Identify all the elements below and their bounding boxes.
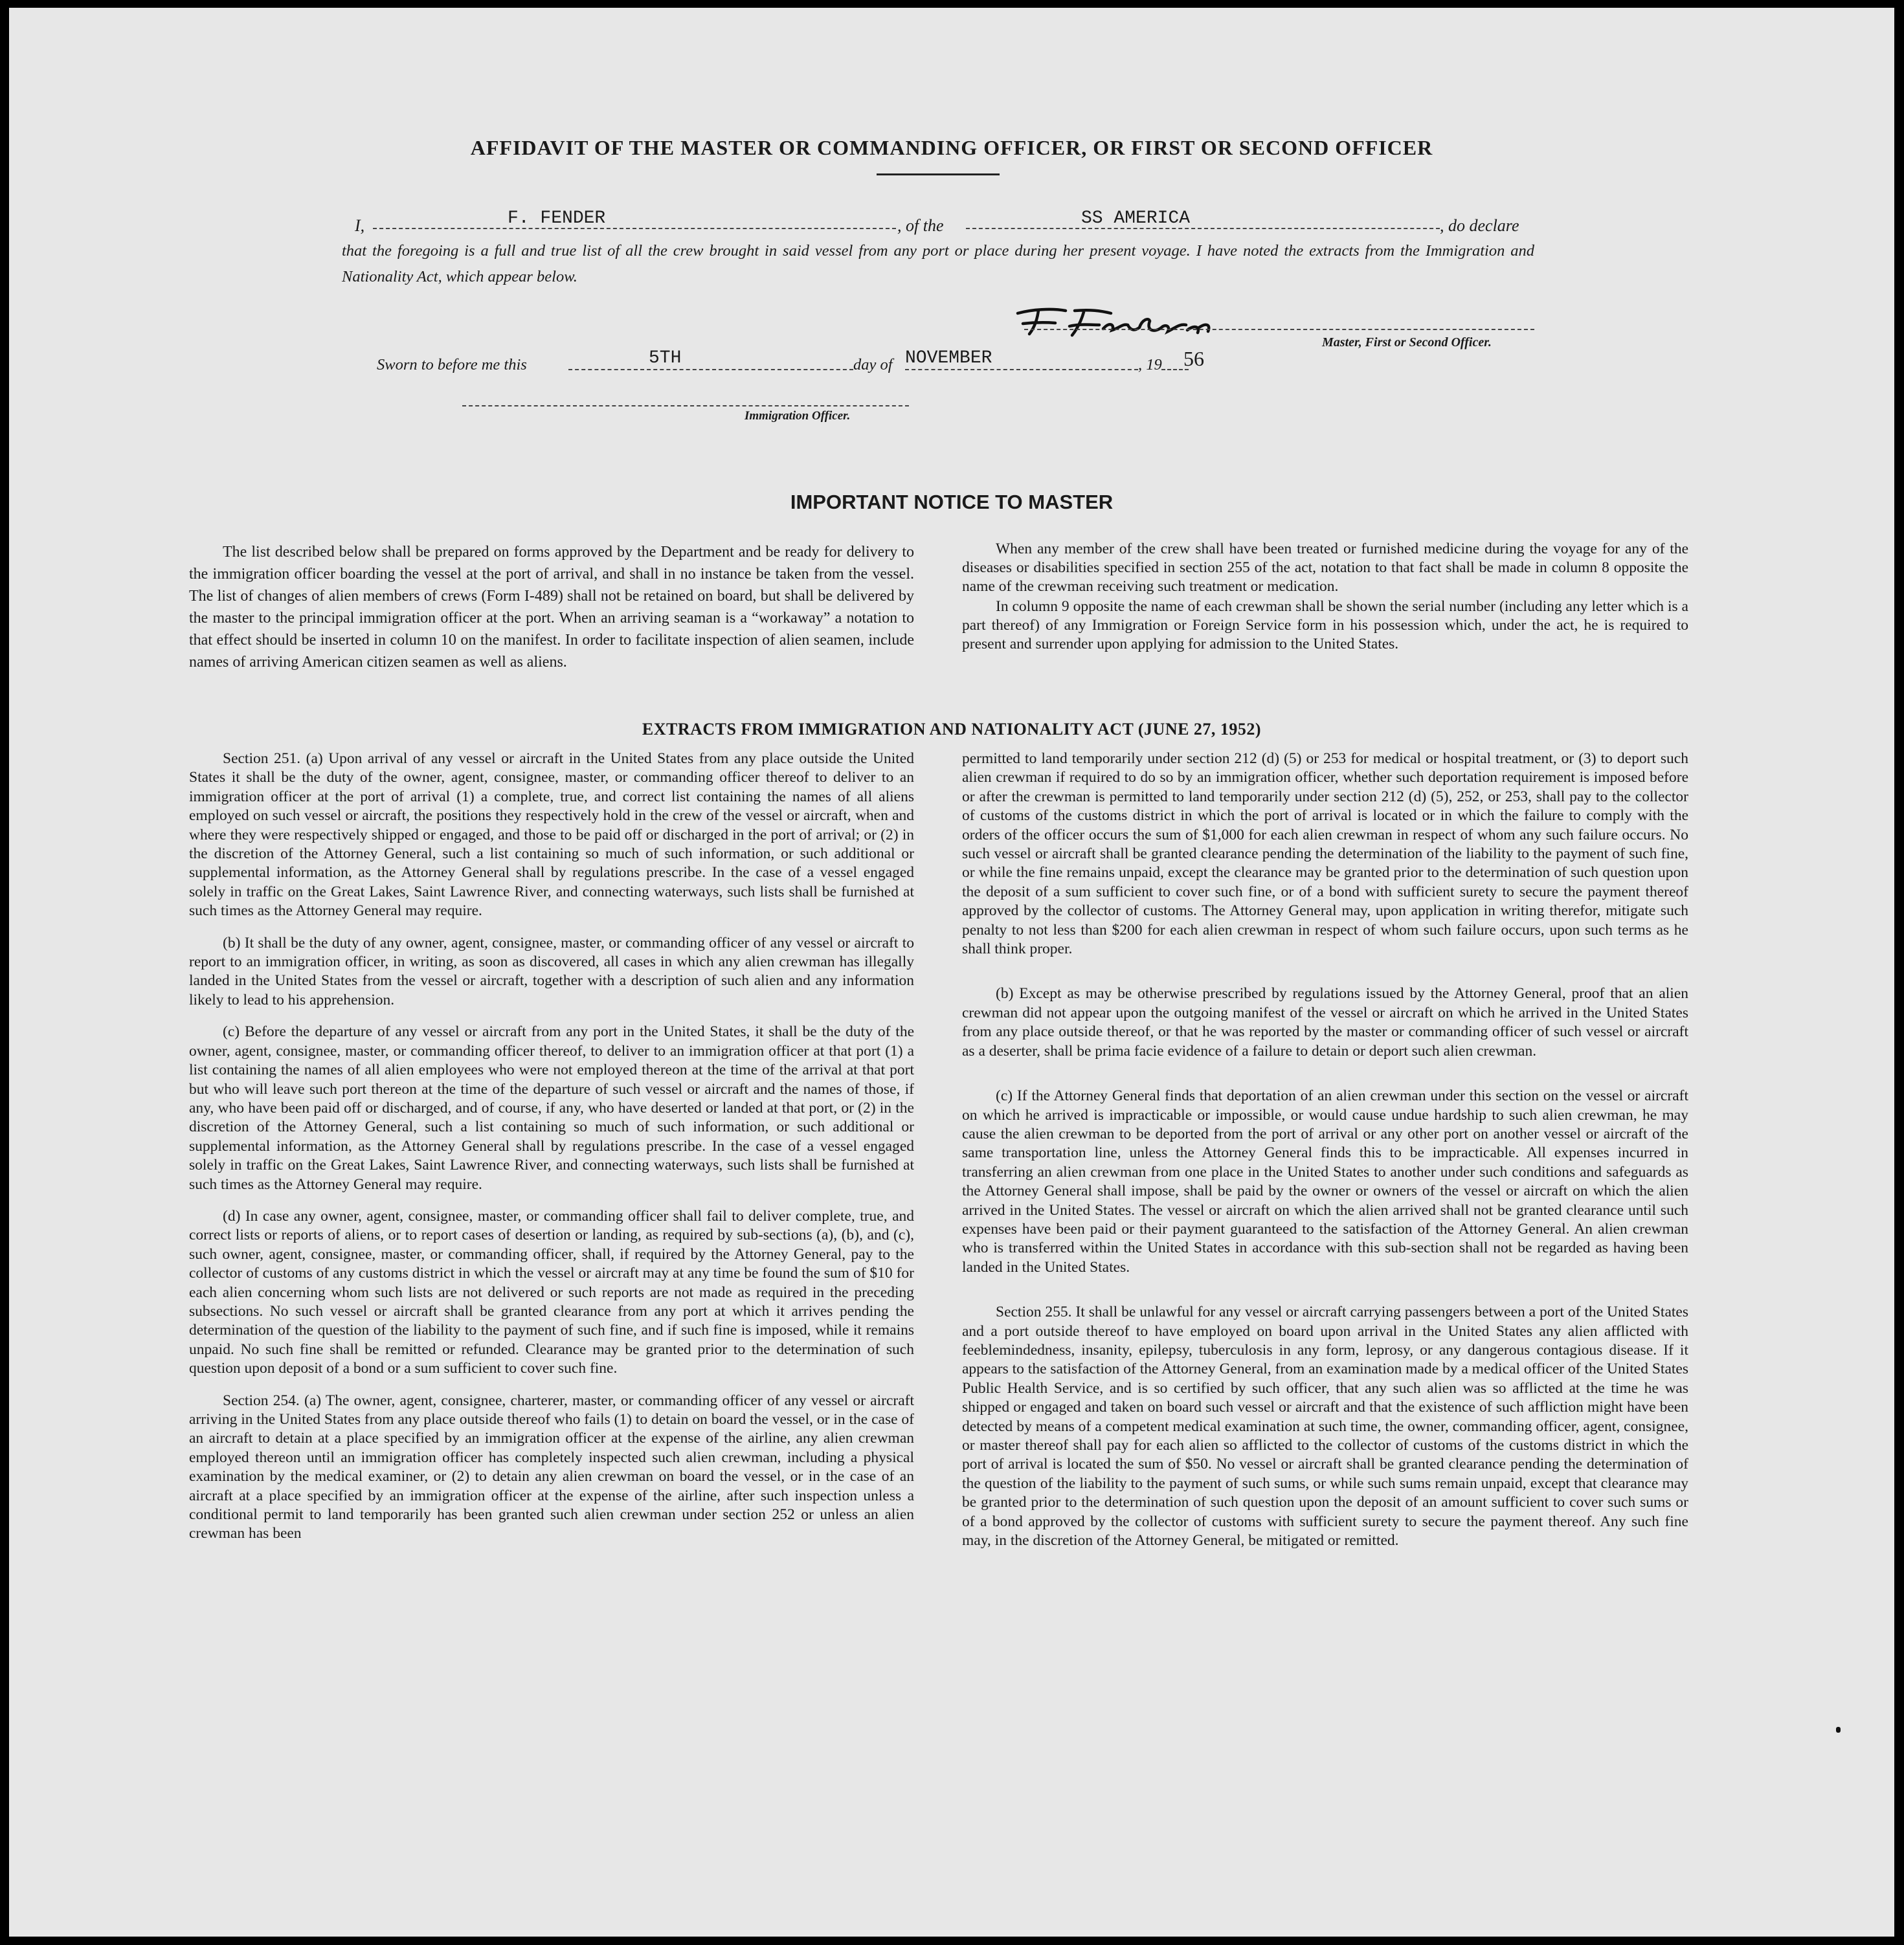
year-value: 56 (1183, 347, 1204, 370)
signature-line (1024, 329, 1534, 330)
affidavit-title: AFFIDAVIT OF THE MASTER OR COMMANDING OFFICER, OR FIRST OR SECOND OFFICER (470, 136, 1433, 159)
officer-signature-line (462, 405, 909, 406)
month-value: NOVEMBER (905, 348, 992, 368)
extracts-title: EXTRACTS FROM IMMIGRATION AND NATIONALITY ACT (JUNE 27, 1952) (642, 720, 1262, 739)
extracts-right-column (962, 750, 1688, 1563)
signature-caption: Master, First or Second Officer. (1322, 335, 1492, 350)
do-declare-label: , do declare (1440, 216, 1519, 235)
officer-caption: Immigration Officer. (745, 409, 851, 423)
section-254-a-cont: permitted to land temporarily under section 212 (d) (5) or 253 for medical or hospital treatment, or (3) to deport such alien crewman if required to do so by an immigration officer, whether such deportation requirement is imposed before or after the crewman is permitted to land temporarily under section 212 (d) (5), 252, or 253, shall pay to the collector of customs of the customs district in which the port of arrival is located or in which the failure to comply with the orders of the officer occurs the sum of $1,000 for each alien crewman in respect of whom any such failure occurs. No such vessel or aircraft shall be granted clearance pending the determination of the liability to the payment of such fine, or while the fine remains unpaid, except the clearance may be granted prior to the determination of such question upon the deposit of a sum sufficient to cover such fine, or of a bond with sufficient surety to secure the payment thereof approved by the collector of customs. The Attorney General may, upon application in writing therefor, mitigate such penalty to not less than $200 for each alien crewman in respect of whom such failure occurs, upon such terms as he shall think proper. (962, 750, 1688, 958)
day-of-label: day of (853, 356, 893, 373)
notice-right-column (962, 540, 1688, 667)
section-251-b: (b) It shall be the duty of any owner, agent, consignee, master, or commanding officer of any vessel or aircraft to report to an immigration officer, in writing, as soon as discovered, all cases in which any alien crewman has illegally landed in the United States from the vessel or aircraft, together with a description of such alien and any information likely to lead to his apprehension. (189, 934, 914, 1008)
notice-right-paragraph-2: In column 9 opposite the name of each crewman shall be shown the serial number (including any letter which is a part thereof) of any Immigration or Foreign Service form in his possession which, under the act, he is required to present and surrender upon applying for admission to the United States. (962, 598, 1688, 652)
day-value: 5TH (649, 348, 682, 368)
year-prefix: , 19 (1138, 356, 1162, 373)
document-sheet (9, 8, 1894, 1937)
month-blank (905, 369, 1138, 370)
section-255: Section 255. It shall be unlawful for any vessel or aircraft carrying passengers between a port of the United States and a port outside thereof to have employed on board upon arrival in the United States any alien afflicted with feeblemindedness, insanity, epilepsy, tuberculosis in any form, leprosy, or any dangerous contagious disease. If it appears to the satisfaction of the Attorney General, from an examination made by a medical officer of the United States Public Health Service, and is so certified by such officer, that any such alien was so afflicted at the time he was shipped or engaged and taken on board such vessel or aircraft and that the existence of such affliction might have been detected by means of a competent medical examination at such time, the owner, commanding officer, agent, consignee, or master thereof shall pay for each alien so afflicted to the collector of customs of the customs district in which the port of arrival is located the sum of $50. No vessel or aircraft shall be granted clearance pending the determination of the question of the liability to the payment of such sums, or while such sums remain unpaid, except that clearance may be granted prior to the determination of such question upon the deposit of an amount sufficient to cover such sums or of a bond approved by the collector of customs with sufficient surety to secure the payment thereof. Any such fine may, in the discretion of the Attorney General, be mitigated or remitted. (962, 1304, 1688, 1550)
section-254-b: (b) Except as may be otherwise prescribed by regulations issued by the Attorney General, proof that an alien crewman did not appear upon the outgoing manifest of the vessel or aircraft on which he arrived in the United States from any place outside thereof, or that he was reported by the master or commanding officer of such vessel or aircraft as a deserter, shall be prima facie evidence of a failure to detain or deport such alien crewman. (962, 985, 1688, 1060)
speck (1836, 1727, 1841, 1733)
notice-left-paragraph: The list described below shall be prepared on forms approved by the Department and be ready for delivery to the immigration officer boarding the vessel at the port of arrival, and shall in no instance be taken from the vessel. The list of changes of alien members of crews (Form I-489) shall not be retained on board, but shall be delivered by the master to the principal immigration officer at the port. When an arriving seaman is a “workaway” a notation to that effect should be inserted in column 10 on the manifest. In order to facilitate inspection of alien seamen, include names of arriving American citizen seamen as well as aliens. (189, 544, 914, 671)
extracts-left-column (189, 750, 914, 1557)
name-blank (373, 228, 896, 229)
vessel-value: SS AMERICA (1081, 208, 1191, 228)
notice-title: IMPORTANT NOTICE TO MASTER (790, 491, 1114, 513)
section-251-c: (c) Before the departure of any vessel or aircraft from any port in the United States, it shall be the duty of the owner, agent, consignee, master, or commanding officer thereof, to deliver to an immigration officer at that port (1) a list containing the names of all alien employees who were not employed thereon at the time of the arrival at that port but who will leave such port thereon at the time of the departure of such vessel or aircraft and the names of those, if any, who have been paid off or discharged, and of course, if any, who have deserted or landed at that port, or (2) in the discretion of the Attorney General, such a list containing so much of such information, or such additional or supplemental information, as the Attorney General shall by regulations prescribe. In the case of a vessel engaged solely in traffic on the Great Lakes, Saint Lawrence River, and connecting waterways, such lists shall be furnished at such times as the Attorney General may require. (189, 1023, 914, 1193)
sworn-label: Sworn to before me this (377, 356, 527, 373)
notice-left-column (189, 541, 914, 686)
notice-right-paragraph-1: When any member of the crew shall have been treated or furnished medicine during the voyage for any of the diseases or disabilities specified in section 255 of the act, notation to that fact shall be made in column 8 opposite the name of the crewman receiving such treatment or medication. (962, 540, 1688, 595)
vessel-blank (966, 228, 1440, 229)
lead-i: I, (355, 216, 365, 235)
declaration-text: that the foregoing is a full and true list of all the crew brought in said vessel from any port or place during her present voyage. I have noted the extracts from the Immigration and Nationality Act, which appear below. (342, 242, 1534, 285)
of-the-label: , of the (897, 216, 944, 235)
section-254-c: (c) If the Attorney General finds that deportation of an alien crewman under this section on the vessel or aircraft on which he arrived is impracticable or impossible, or would cause undue hardship to such alien crewman, he may cause the alien crewman to be deported from the port of arrival or any other port on another vessel or aircraft of the same transportation line, unless the Attorney General finds this to be impracticable. All expenses incurred in transferring an alien crewman from one place in the United States to another under such conditions and safeguards as the Attorney General shall impose, shall be paid by the owner or owners of the vessel or aircraft on which the alien arrived in the United States. The vessel or aircraft on which the alien arrived shall not be granted clearance until such expenses have been paid or their payment guaranteed to the satisfaction of the Attorney General. An alien crewman who is transferred within the United States in accordance with this sub-section shall not be regarded as having been landed in the United States. (962, 1087, 1688, 1276)
signature-image (1013, 302, 1246, 340)
day-blank (568, 369, 853, 370)
section-254-a: Section 254. (a) The owner, agent, consignee, charterer, master, or commanding officer of any vessel or aircraft arriving in the United States from any place outside thereof who fails (1) to detain on board the vessel, or in the case of an aircraft to detain at a place specified by an immigration officer at the expense of the airline, any alien crewman employed thereon until an immigration officer has completely inspected such alien crewman, including a physical examination by the medical examiner, or (2) to detain any alien crewman on board the vessel, or in the case of an aircraft at a place specified by an immigration officer at the expense of the airline, after such inspection unless a conditional permit to land temporarily has been granted such alien crewman under section 252 or unless an alien crewman has been (189, 1392, 914, 1542)
section-251-a: Section 251. (a) Upon arrival of any vessel or aircraft in the United States from any place outside the United States it shall be the duty of the owner, agent, consignee, master, or commanding officer thereof to deliver to an immigration officer at the port of arrival (1) a complete, true, and correct list containing the names of all aliens employed on such vessel or aircraft, the positions they respectively hold in the crew of the vessel or aircraft, when and where they were respectively shipped or engaged, and those to be paid off or discharged in the port of arrival; or (2) in the discretion of the Attorney General, such a list containing so much of such information, or such additional or supplemental information, as the Attorney General shall by regulations prescribe. In the case of a vessel engaged solely in traffic on the Great Lakes, Saint Lawrence River, and connecting waterways, such lists shall be furnished at such times as the Attorney General may require. (189, 750, 914, 920)
title-rule (877, 173, 1000, 175)
name-value: F. FENDER (508, 208, 606, 228)
section-251-d: (d) In case any owner, agent, consignee, master, or commanding officer shall fail to deliver complete, true, and correct lists or reports of aliens, or to report cases of desertion or landing, as required by sub-sections (a), (b), and (c), such owner, agent, consignee, master, or commanding officer, shall, if required by the Attorney General, pay to the collector of customs of any customs district in which the vessel or aircraft may at any time be found the sum of $10 for each alien concerning whom such lists are not delivered or such reports are not made as required in the preceding subsections. No such vessel or aircraft shall be granted clearance from any port at which it arrives pending the determination of the question of the liability to the payment of such fine, and if such fine is imposed, while it remains unpaid. No such fine shall be remitted or refunded. Clearance may be granted prior to the determination of such question upon deposit of a bond or a sum sufficient to cover such fine. (189, 1207, 914, 1377)
